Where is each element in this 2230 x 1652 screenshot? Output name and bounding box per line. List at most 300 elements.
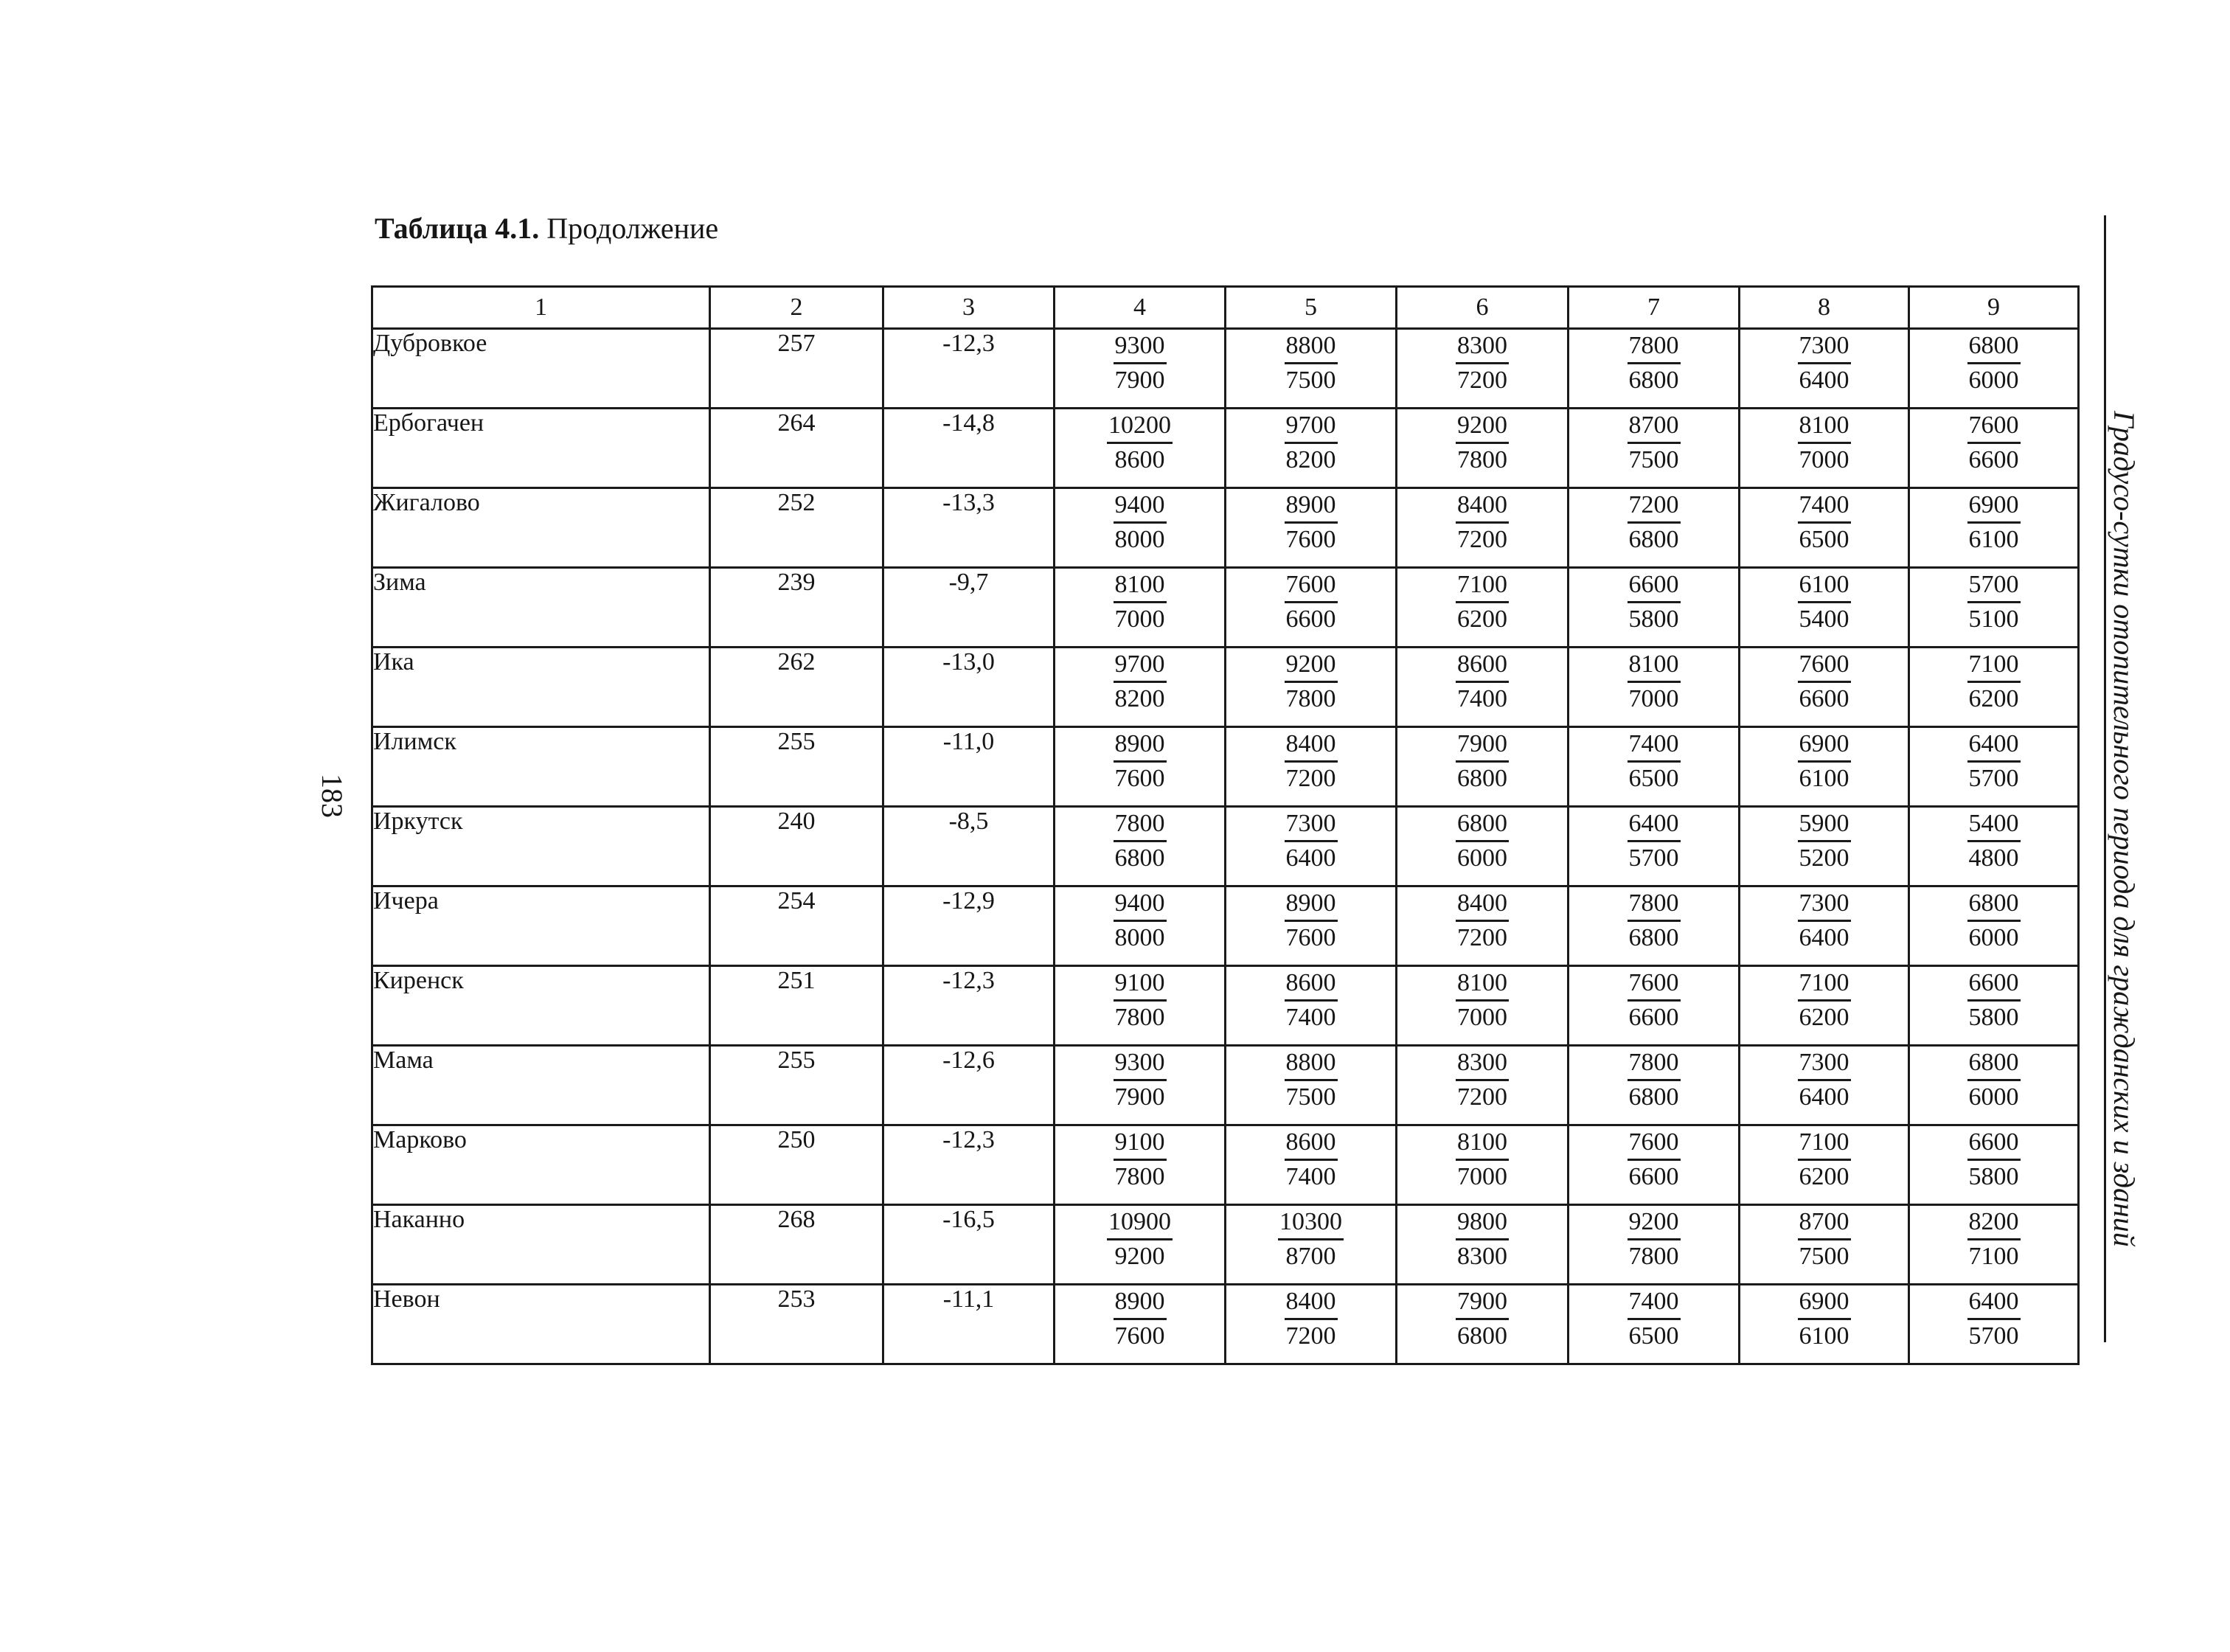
fraction: [1798, 489, 1851, 556]
fraction-numerator: 9100: [1114, 967, 1167, 1002]
fraction: [1285, 648, 1338, 715]
fraction: [1456, 1206, 1509, 1273]
fraction-denominator: 7800: [1114, 1163, 1165, 1190]
station-name: Марково: [372, 1125, 710, 1205]
fraction-denominator: 7000: [1457, 1004, 1507, 1031]
fraction-cell: [1909, 966, 2079, 1046]
fraction-denominator: 6800: [1457, 1322, 1507, 1350]
fraction-cell: [1055, 1046, 1226, 1125]
fraction-cell: [1740, 488, 1909, 568]
fraction: [1967, 887, 2021, 954]
duration-value: 239: [710, 568, 883, 648]
fraction-denominator: 7500: [1285, 1083, 1336, 1111]
fraction-cell: [1569, 488, 1740, 568]
temperature-value: -9,7: [883, 568, 1055, 648]
fraction-denominator: 6800: [1628, 526, 1679, 553]
fraction-cell: [1226, 1205, 1397, 1285]
running-title: Градусо-сутки отопительного периода для гражданских и зданий: [2108, 411, 2141, 1247]
fraction-denominator: 7600: [1285, 526, 1336, 553]
fraction-cell: [1397, 1046, 1569, 1125]
fraction-cell: [1055, 886, 1226, 966]
fraction: [1114, 330, 1167, 397]
fraction: [1456, 648, 1509, 715]
fraction: [1456, 409, 1509, 476]
fraction-denominator: 7200: [1457, 367, 1507, 394]
table-row: [372, 966, 2079, 1046]
fraction-denominator: 6800: [1628, 924, 1679, 951]
fraction-denominator: 6500: [1628, 1322, 1679, 1350]
fraction: [1114, 887, 1167, 954]
fraction-denominator: 7600: [1114, 765, 1165, 792]
fraction-cell: [1226, 409, 1397, 488]
fraction-cell: [1740, 409, 1909, 488]
fraction-numerator: 9700: [1285, 409, 1338, 444]
fraction-cell: [1055, 727, 1226, 807]
fraction-numerator: 9100: [1114, 1126, 1167, 1161]
fraction: [1798, 728, 1851, 795]
fraction: [1456, 1285, 1509, 1353]
fraction-cell: [1226, 568, 1397, 648]
fraction-denominator: 5100: [1968, 605, 2019, 633]
fraction-denominator: 4800: [1968, 844, 2019, 872]
fraction-cell: [1569, 807, 1740, 886]
fraction-cell: [1226, 488, 1397, 568]
fraction: [1798, 967, 1851, 1034]
fraction: [1628, 1285, 1681, 1353]
fraction-cell: [1740, 1046, 1909, 1125]
fraction-cell: [1909, 1285, 2079, 1364]
fraction-numerator: 7400: [1628, 1285, 1681, 1320]
fraction: [1114, 967, 1167, 1034]
table-row: [372, 1205, 2079, 1285]
fraction-denominator: 6100: [1799, 1322, 1849, 1350]
fraction-cell: [1569, 1285, 1740, 1364]
table-row: [372, 488, 2079, 568]
fraction-cell: [1397, 409, 1569, 488]
fraction: [1628, 1206, 1681, 1273]
fraction-numerator: 5900: [1798, 808, 1851, 842]
fraction-numerator: 10900: [1107, 1206, 1173, 1240]
fraction-numerator: 6900: [1798, 1285, 1851, 1320]
fraction-numerator: 6400: [1967, 1285, 2021, 1320]
fraction-numerator: 6100: [1798, 569, 1851, 603]
fraction: [1628, 330, 1681, 397]
table-row: [372, 886, 2079, 966]
fraction-cell: [1909, 1046, 2079, 1125]
fraction: [1456, 1047, 1509, 1114]
fraction-cell: [1740, 1285, 1909, 1364]
fraction-cell: [1909, 329, 2079, 409]
fraction-denominator: 5700: [1968, 765, 2019, 792]
fraction-numerator: 9400: [1114, 489, 1167, 524]
fraction-cell: [1226, 807, 1397, 886]
fraction-denominator: 8300: [1457, 1243, 1507, 1270]
fraction-cell: [1740, 727, 1909, 807]
fraction-cell: [1397, 1285, 1569, 1364]
fraction-cell: [1055, 966, 1226, 1046]
fraction-cell: [1740, 568, 1909, 648]
fraction: [1967, 648, 2021, 715]
fraction: [1628, 887, 1681, 954]
fraction-cell: [1909, 807, 2079, 886]
column-header: 1: [372, 287, 710, 329]
table-row: [372, 1285, 2079, 1364]
fraction-numerator: 7100: [1456, 569, 1509, 603]
fraction-cell: [1909, 727, 2079, 807]
fraction-numerator: 8700: [1628, 409, 1681, 444]
fraction-numerator: 6600: [1967, 967, 2021, 1002]
fraction-numerator: 5400: [1967, 808, 2021, 842]
fraction-numerator: 7300: [1285, 808, 1338, 842]
fraction-numerator: 6400: [1967, 728, 2021, 763]
fraction-denominator: 7500: [1799, 1243, 1849, 1270]
duration-value: 254: [710, 886, 883, 966]
fraction-numerator: 8400: [1285, 728, 1338, 763]
degree-days-table: [371, 285, 2080, 1365]
fraction-denominator: 7500: [1628, 446, 1679, 473]
fraction-denominator: 7200: [1457, 1083, 1507, 1111]
column-header: 7: [1569, 287, 1740, 329]
fraction-denominator: 6500: [1628, 765, 1679, 792]
fraction-numerator: 9400: [1114, 887, 1167, 922]
fraction: [1967, 1285, 2021, 1353]
fraction-numerator: 6800: [1456, 808, 1509, 842]
table-row: [372, 1046, 2079, 1125]
station-name: Жигалово: [372, 488, 710, 568]
fraction: [1967, 808, 2021, 875]
fraction-denominator: 7000: [1114, 605, 1165, 633]
table-caption-number: Таблица 4.1.: [375, 212, 540, 245]
fraction-cell: [1397, 1125, 1569, 1205]
fraction: [1798, 1126, 1851, 1193]
table-row: [372, 568, 2079, 648]
station-name: Невон: [372, 1285, 710, 1364]
running-title-rule: [2104, 215, 2106, 1342]
fraction-numerator: 9200: [1628, 1206, 1681, 1240]
fraction-denominator: 6800: [1114, 844, 1165, 872]
fraction-cell: [1909, 1125, 2079, 1205]
temperature-value: -14,8: [883, 409, 1055, 488]
fraction-cell: [1397, 966, 1569, 1046]
fraction-numerator: 7600: [1967, 409, 2021, 444]
fraction-numerator: 8800: [1285, 1047, 1338, 1081]
fraction-denominator: 6400: [1799, 924, 1849, 951]
fraction: [1285, 1047, 1338, 1114]
fraction: [1107, 1206, 1173, 1273]
fraction: [1114, 648, 1167, 715]
fraction-numerator: 8100: [1798, 409, 1851, 444]
fraction-numerator: 7300: [1798, 887, 1851, 922]
fraction-denominator: 7200: [1285, 765, 1336, 792]
fraction-cell: [1055, 409, 1226, 488]
table-row: [372, 727, 2079, 807]
station-name: Киренск: [372, 966, 710, 1046]
fraction-numerator: 6800: [1967, 887, 2021, 922]
fraction: [1285, 489, 1338, 556]
fraction: [1285, 728, 1338, 795]
fraction-cell: [1569, 966, 1740, 1046]
fraction-denominator: 8000: [1114, 526, 1165, 553]
fraction-numerator: 7900: [1456, 728, 1509, 763]
fraction: [1628, 489, 1681, 556]
fraction-denominator: 6000: [1968, 924, 2019, 951]
fraction-cell: [1397, 727, 1569, 807]
fraction: [1628, 648, 1681, 715]
fraction-numerator: 7400: [1628, 728, 1681, 763]
fraction-denominator: 7000: [1799, 446, 1849, 473]
station-name: Наканно: [372, 1205, 710, 1285]
fraction-denominator: 7800: [1114, 1004, 1165, 1031]
fraction-denominator: 7400: [1457, 685, 1507, 712]
table-row: [372, 807, 2079, 886]
fraction-denominator: 6100: [1799, 765, 1849, 792]
fraction: [1285, 1126, 1338, 1193]
fraction-cell: [1569, 1205, 1740, 1285]
fraction-numerator: 7900: [1456, 1285, 1509, 1320]
fraction-numerator: 8400: [1456, 887, 1509, 922]
station-name: Илимск: [372, 727, 710, 807]
fraction: [1285, 967, 1338, 1034]
fraction-cell: [1569, 1046, 1740, 1125]
duration-value: 253: [710, 1285, 883, 1364]
fraction-cell: [1397, 329, 1569, 409]
fraction-cell: [1226, 966, 1397, 1046]
temperature-value: -11,0: [883, 727, 1055, 807]
fraction: [1456, 1126, 1509, 1193]
station-name: Дубровкое: [372, 329, 710, 409]
fraction: [1628, 1047, 1681, 1114]
fraction-denominator: 6500: [1799, 526, 1849, 553]
fraction-cell: [1226, 1125, 1397, 1205]
fraction-numerator: 8100: [1114, 569, 1167, 603]
fraction-numerator: 6900: [1967, 489, 2021, 524]
table-row: [372, 1125, 2079, 1205]
duration-value: 262: [710, 648, 883, 727]
fraction-cell: [1226, 329, 1397, 409]
fraction-cell: [1909, 488, 2079, 568]
fraction: [1456, 967, 1509, 1034]
table-row: [372, 648, 2079, 727]
fraction: [1967, 409, 2021, 476]
fraction: [1628, 1126, 1681, 1193]
fraction: [1456, 489, 1509, 556]
temperature-value: -16,5: [883, 1205, 1055, 1285]
fraction-cell: [1569, 648, 1740, 727]
fraction-numerator: 6400: [1628, 808, 1681, 842]
fraction: [1798, 808, 1851, 875]
fraction-denominator: 8000: [1114, 924, 1165, 951]
duration-value: 255: [710, 727, 883, 807]
fraction-denominator: 6200: [1457, 605, 1507, 633]
fraction-numerator: 7100: [1798, 1126, 1851, 1161]
fraction-numerator: 10200: [1107, 409, 1173, 444]
station-name: Ербогачен: [372, 409, 710, 488]
fraction-cell: [1569, 329, 1740, 409]
fraction: [1114, 808, 1167, 875]
fraction-denominator: 7800: [1457, 446, 1507, 473]
fraction: [1798, 330, 1851, 397]
station-name: Мама: [372, 1046, 710, 1125]
fraction: [1798, 887, 1851, 954]
fraction-denominator: 5200: [1799, 844, 1849, 872]
fraction-numerator: 7600: [1628, 1126, 1681, 1161]
fraction-denominator: 7200: [1285, 1322, 1336, 1350]
fraction-cell: [1055, 1125, 1226, 1205]
fraction: [1628, 569, 1681, 636]
fraction-denominator: 6600: [1628, 1163, 1679, 1190]
page-number: 183: [316, 774, 349, 818]
fraction-numerator: 6800: [1967, 330, 2021, 364]
station-name: Ика: [372, 648, 710, 727]
fraction: [1967, 569, 2021, 636]
temperature-value: -8,5: [883, 807, 1055, 886]
fraction: [1114, 569, 1167, 636]
fraction-numerator: 6800: [1967, 1047, 2021, 1081]
fraction-cell: [1740, 329, 1909, 409]
fraction-cell: [1740, 1205, 1909, 1285]
fraction-denominator: 6600: [1285, 605, 1336, 633]
fraction-numerator: 10300: [1278, 1206, 1344, 1240]
fraction-cell: [1740, 807, 1909, 886]
fraction-denominator: 6400: [1799, 367, 1849, 394]
fraction-numerator: 9200: [1456, 409, 1509, 444]
fraction-numerator: 8200: [1967, 1206, 2021, 1240]
fraction-numerator: 7600: [1285, 569, 1338, 603]
fraction: [1967, 728, 2021, 795]
fraction-denominator: 8200: [1114, 685, 1165, 712]
fraction: [1628, 409, 1681, 476]
fraction: [1628, 728, 1681, 795]
fraction-numerator: 8100: [1456, 1126, 1509, 1161]
fraction-cell: [1569, 886, 1740, 966]
fraction: [1798, 409, 1851, 476]
fraction-denominator: 9200: [1114, 1243, 1165, 1270]
fraction: [1967, 967, 2021, 1034]
fraction-denominator: 6800: [1457, 765, 1507, 792]
fraction: [1114, 1047, 1167, 1114]
temperature-value: -12,3: [883, 329, 1055, 409]
fraction-numerator: 8900: [1114, 1285, 1167, 1320]
fraction: [1285, 409, 1338, 476]
column-header: 5: [1226, 287, 1397, 329]
fraction-numerator: 7600: [1798, 648, 1851, 683]
fraction-numerator: 7800: [1114, 808, 1167, 842]
fraction-cell: [1397, 807, 1569, 886]
fraction-numerator: 9200: [1285, 648, 1338, 683]
fraction: [1107, 409, 1173, 476]
fraction-denominator: 6000: [1968, 367, 2019, 394]
fraction-numerator: 6600: [1628, 569, 1681, 603]
fraction-denominator: 7900: [1114, 1083, 1165, 1111]
duration-value: 250: [710, 1125, 883, 1205]
fraction-denominator: 6600: [1799, 685, 1849, 712]
fraction-cell: [1740, 648, 1909, 727]
fraction-denominator: 6600: [1968, 446, 2019, 473]
fraction-denominator: 7400: [1285, 1004, 1336, 1031]
fraction-denominator: 5400: [1799, 605, 1849, 633]
fraction: [1278, 1206, 1344, 1273]
fraction-denominator: 6200: [1968, 685, 2019, 712]
fraction-numerator: 6600: [1967, 1126, 2021, 1161]
fraction-denominator: 8700: [1285, 1243, 1336, 1270]
fraction-denominator: 6000: [1457, 844, 1507, 872]
fraction-cell: [1055, 329, 1226, 409]
temperature-value: -13,3: [883, 488, 1055, 568]
fraction-cell: [1397, 1205, 1569, 1285]
fraction: [1967, 330, 2021, 397]
fraction: [1114, 728, 1167, 795]
fraction-numerator: 8800: [1285, 330, 1338, 364]
fraction: [1285, 330, 1338, 397]
fraction-denominator: 7200: [1457, 924, 1507, 951]
duration-value: 252: [710, 488, 883, 568]
fraction: [1456, 330, 1509, 397]
table-caption-text: Продолжение: [546, 212, 719, 245]
fraction-numerator: 7400: [1798, 489, 1851, 524]
fraction-denominator: 5800: [1968, 1004, 2019, 1031]
fraction-cell: [1740, 966, 1909, 1046]
fraction-numerator: 8100: [1628, 648, 1681, 683]
fraction-denominator: 6600: [1628, 1004, 1679, 1031]
fraction: [1456, 728, 1509, 795]
station-name: Ичера: [372, 886, 710, 966]
fraction: [1967, 1047, 2021, 1114]
duration-value: 268: [710, 1205, 883, 1285]
fraction-cell: [1909, 409, 2079, 488]
column-header: 2: [710, 287, 883, 329]
fraction-numerator: 9300: [1114, 1047, 1167, 1081]
fraction-cell: [1397, 568, 1569, 648]
fraction-denominator: 5700: [1628, 844, 1679, 872]
fraction-numerator: 8400: [1456, 489, 1509, 524]
fraction-numerator: 8300: [1456, 1047, 1509, 1081]
fraction-denominator: 6400: [1799, 1083, 1849, 1111]
table-caption: [375, 208, 718, 249]
fraction-numerator: 7800: [1628, 330, 1681, 364]
fraction-denominator: 6000: [1968, 1083, 2019, 1111]
temperature-value: -12,3: [883, 1125, 1055, 1205]
fraction-numerator: 8900: [1285, 489, 1338, 524]
table-row: [372, 329, 2079, 409]
duration-value: 251: [710, 966, 883, 1046]
station-name: Иркутск: [372, 807, 710, 886]
fraction-cell: [1226, 1285, 1397, 1364]
fraction-denominator: 7800: [1285, 685, 1336, 712]
fraction: [1798, 569, 1851, 636]
fraction: [1285, 1285, 1338, 1353]
fraction-numerator: 9800: [1456, 1206, 1509, 1240]
fraction-denominator: 6200: [1799, 1163, 1849, 1190]
fraction-cell: [1055, 1205, 1226, 1285]
fraction-numerator: 8100: [1456, 967, 1509, 1002]
fraction-cell: [1740, 1125, 1909, 1205]
table-body: [372, 329, 2079, 1364]
fraction-cell: [1909, 1205, 2079, 1285]
fraction-denominator: 7000: [1457, 1163, 1507, 1190]
fraction: [1967, 1206, 2021, 1273]
fraction: [1967, 1126, 2021, 1193]
duration-value: 255: [710, 1046, 883, 1125]
fraction-numerator: 7200: [1628, 489, 1681, 524]
fraction: [1628, 967, 1681, 1034]
duration-value: 240: [710, 807, 883, 886]
column-header: 6: [1397, 287, 1569, 329]
duration-value: 264: [710, 409, 883, 488]
fraction-denominator: 7400: [1285, 1163, 1336, 1190]
fraction-denominator: 8200: [1285, 446, 1336, 473]
fraction-cell: [1397, 488, 1569, 568]
fraction-cell: [1569, 727, 1740, 807]
